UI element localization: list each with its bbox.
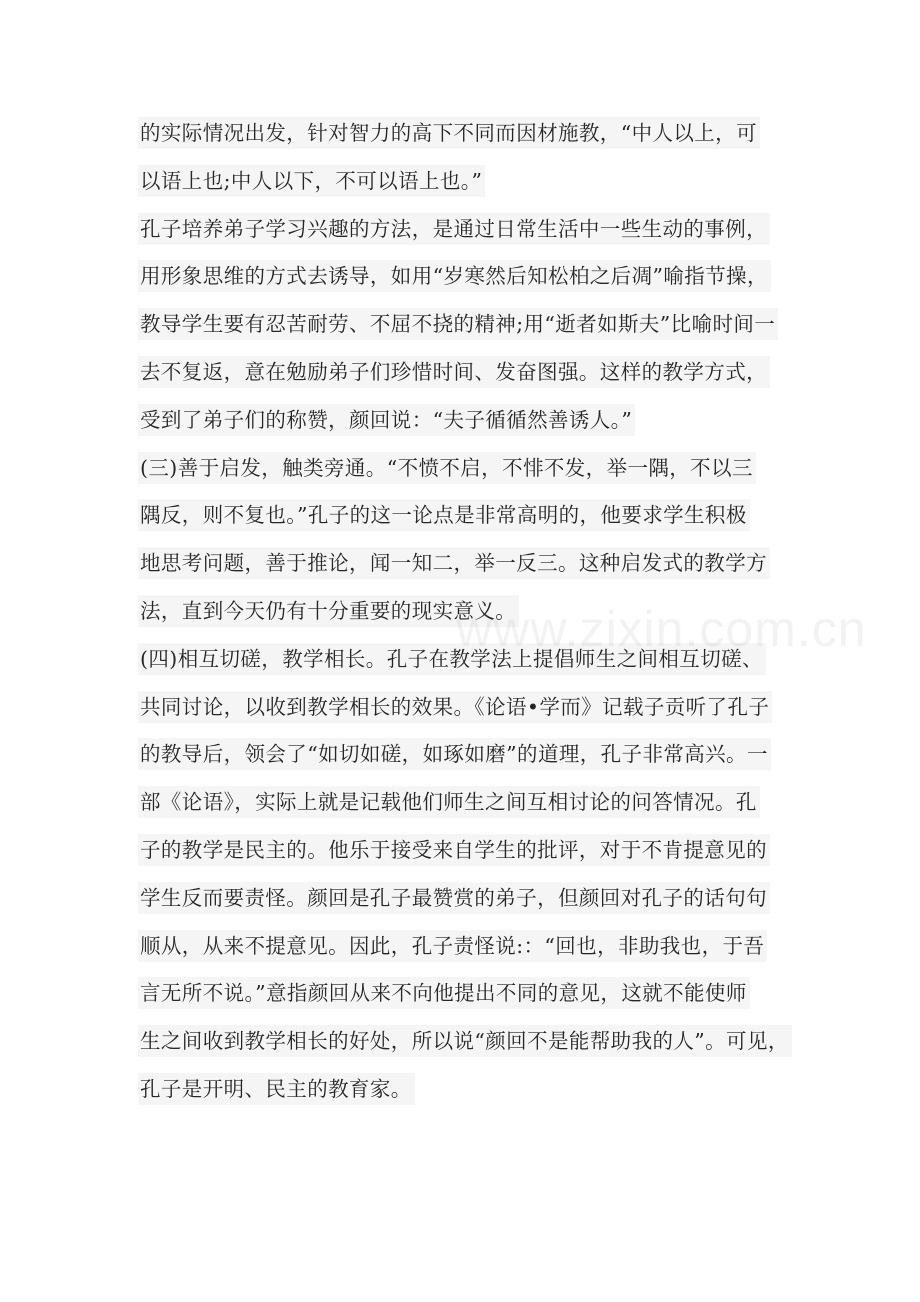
text-line <box>138 445 818 493</box>
text-line-content: 生之间收到教学相长的好处，所以说“颜回不是能帮助我的人”。可见， <box>138 1025 792 1057</box>
text-line-content: 的教导后，领会了“如切如磋，如琢如磨”的道理，孔子非常高兴。一 <box>138 738 771 770</box>
text-line-content: 受到了弟子们的称赞，颜回说：“夫子循循然善诱人。” <box>138 404 635 436</box>
text-line-content: 部《论语》，实际上就是记载他们师生之间互相讨论的问答情况。孔 <box>138 786 760 818</box>
text-line-content: (三)善于启发，触类旁通。“不愤不启，不悱不发，举一隅，不以三 <box>138 452 756 484</box>
text-line-content: 用形象思维的方式去诱导，如用“岁寒然后知松柏之后凋”喻指节操， <box>138 260 771 292</box>
text-line-content: 以语上也;中人以下，不可以语上也。” <box>138 165 485 197</box>
text-line <box>138 540 818 588</box>
text-line-content: 孔子是开明、民主的教育家。 <box>138 1073 415 1105</box>
text-line-content: (四)相互切磋，教学相长。孔子在教学法上提倡师生之间相互切磋、 <box>138 643 766 675</box>
text-line-content: 学生反而要责怪。颜回是孔子最赞赏的弟子，但颜回对孔子的话句句 <box>138 882 770 914</box>
text-line <box>138 1018 818 1066</box>
text-line <box>138 779 818 827</box>
text-line <box>138 827 818 875</box>
text-line <box>138 158 818 206</box>
text-line <box>138 397 818 445</box>
text-line <box>138 970 818 1018</box>
text-line <box>138 684 818 732</box>
text-line <box>138 253 818 301</box>
text-line <box>138 636 818 684</box>
text-line <box>138 349 818 397</box>
text-line-content: 去不复返，意在勉励弟子们珍惜时间、发奋图强。这样的教学方式， <box>138 356 770 388</box>
text-line-content: 顺从，从来不提意见。因此，孔子责怪说:：“回也，非助我也，于吾 <box>138 930 767 962</box>
text-line <box>138 301 818 349</box>
text-line <box>138 923 818 971</box>
text-line-content: 教导学生要有忍苦耐劳、不屈不挠的精神;用“逝者如斯夫”比喻时间一 <box>138 308 778 340</box>
text-line-content: 言无所不说。”意指颜回从来不向他提出不同的意见，这就不能使师 <box>138 977 750 1009</box>
body-text <box>138 110 818 1114</box>
text-line-content: 的实际情况出发，针对智力的高下不同而因材施教，“中人以上，可 <box>138 117 760 149</box>
watermark: www.zixin.com.cn <box>456 601 867 657</box>
text-line <box>138 110 818 158</box>
text-line-content: 子的教学是民主的。他乐于接受来自学生的批评，对于不肯提意见的 <box>138 834 770 866</box>
text-line <box>138 875 818 923</box>
text-line-content: 隅反，则不复也。”孔子的这一论点是非常高明的，他要求学生积极 <box>138 499 750 531</box>
text-line-content: 共同讨论，以收到教学相长的效果。《论语•学而》记载子贡听了孔子 <box>138 691 772 723</box>
text-line <box>138 731 818 779</box>
text-line <box>138 588 818 636</box>
text-line <box>138 206 818 254</box>
text-line-content: 法，直到今天仍有十分重要的现实意义。 <box>138 595 519 627</box>
text-line <box>138 492 818 540</box>
text-line-content: 地思考问题，善于推论，闻一知二，举一反三。这种启发式的教学方 <box>138 547 770 579</box>
text-line-content: 孔子培养弟子学习兴趣的方法，是通过日常生活中一些生动的事例， <box>138 213 770 245</box>
text-line <box>138 1066 818 1114</box>
